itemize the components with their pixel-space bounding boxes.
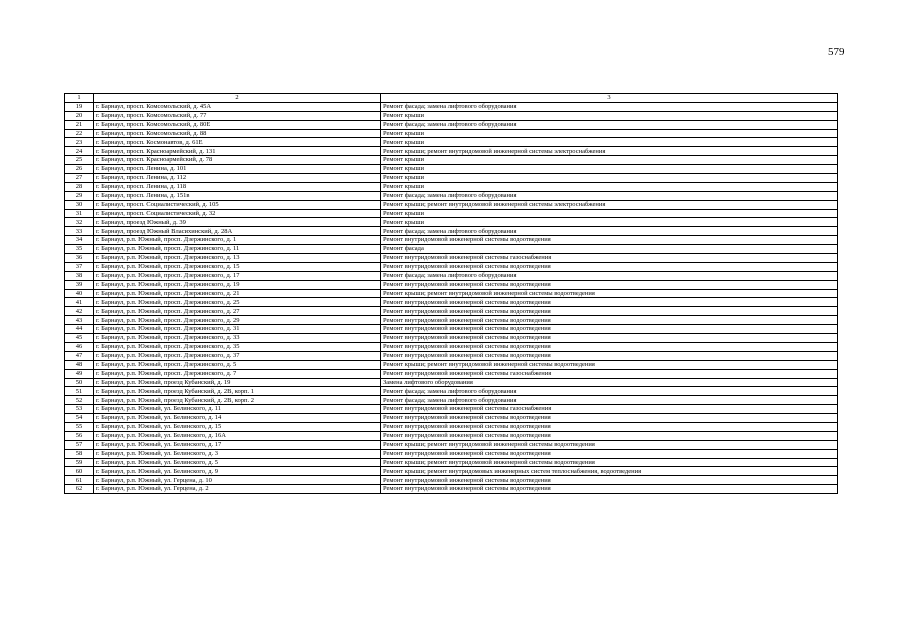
table-row (65, 200, 838, 209)
table-row (65, 360, 838, 369)
header-col-2: 2 (94, 94, 381, 103)
address-cell: г. Барнаул, р.п. Южный, просп. Дзержинского, д. 29 (94, 316, 381, 325)
table-row (65, 102, 838, 111)
row-number: 32 (65, 218, 94, 227)
table-row (65, 405, 838, 414)
row-number: 36 (65, 254, 94, 263)
header-col-3: 3 (381, 94, 838, 103)
address-cell: г. Барнаул, просп. Комсомольский, д. 45А (94, 102, 381, 111)
table-row (65, 165, 838, 174)
address-cell: г. Барнаул, р.п. Южный, просп. Дзержинского, д. 21 (94, 289, 381, 298)
row-number: 56 (65, 431, 94, 440)
table-row (65, 245, 838, 254)
address-cell: г. Барнаул, р.п. Южный, просп. Дзержинского, д. 13 (94, 254, 381, 263)
work-type-cell: Ремонт внутридомовой инженерной системы водоотведения (381, 449, 838, 458)
table-row (65, 316, 838, 325)
work-type-cell: Ремонт крыши; ремонт внутридомовой инженерной системы водоотведения (381, 289, 838, 298)
row-number: 19 (65, 102, 94, 111)
work-type-cell: Ремонт внутридомовой инженерной системы водоотведения (381, 307, 838, 316)
table-row (65, 414, 838, 423)
table-row (65, 262, 838, 271)
table-row (65, 387, 838, 396)
table-row (65, 440, 838, 449)
address-cell: г. Барнаул, р.п. Южный, просп. Дзержинского, д. 31 (94, 325, 381, 334)
table-row (65, 218, 838, 227)
table-row (65, 458, 838, 467)
table-row (65, 271, 838, 280)
row-number: 30 (65, 200, 94, 209)
table-row (65, 236, 838, 245)
address-cell: г. Барнаул, просп. Ленина, д. 118 (94, 182, 381, 191)
work-type-cell: Ремонт крыши (381, 218, 838, 227)
row-number: 45 (65, 334, 94, 343)
address-cell: г. Барнаул, просп. Ленина, д. 151в (94, 191, 381, 200)
table-row (65, 120, 838, 129)
table-row (65, 129, 838, 138)
address-cell: г. Барнаул, просп. Комсомольский, д. 77 (94, 111, 381, 120)
work-type-cell: Ремонт внутридомовой инженерной системы водоотведения (381, 351, 838, 360)
address-cell: г. Барнаул, р.п. Южный, ул. Белинского, д. 11 (94, 405, 381, 414)
row-number: 53 (65, 405, 94, 414)
row-number: 59 (65, 458, 94, 467)
work-type-cell: Ремонт крыши; ремонт внутридомовой инженерной системы электроснабжения (381, 147, 838, 156)
address-cell: г. Барнаул, просп. Комсомольский, д. 80Е (94, 120, 381, 129)
address-cell: г. Барнаул, р.п. Южный, просп. Дзержинского, д. 35 (94, 342, 381, 351)
table-row (65, 254, 838, 263)
table-row (65, 182, 838, 191)
address-cell: г. Барнаул, р.п. Южный, ул. Герцена, д. 10 (94, 476, 381, 485)
table-row (65, 147, 838, 156)
row-number: 37 (65, 262, 94, 271)
address-cell: г. Барнаул, р.п. Южный, ул. Белинского, д. 16А (94, 431, 381, 440)
address-cell: г. Барнаул, р.п. Южный, просп. Дзержинского, д. 17 (94, 271, 381, 280)
table-row (65, 111, 838, 120)
row-number: 26 (65, 165, 94, 174)
table-row (65, 449, 838, 458)
row-number: 48 (65, 360, 94, 369)
address-cell: г. Барнаул, р.п. Южный, просп. Дзержинского, д. 25 (94, 298, 381, 307)
work-type-cell: Замена лифтового оборудования (381, 378, 838, 387)
repair-table (64, 93, 838, 494)
work-type-cell: Ремонт фасада; замена лифтового оборудования (381, 102, 838, 111)
row-number: 39 (65, 280, 94, 289)
address-cell: г. Барнаул, р.п. Южный, проезд Кубанский, д. 19 (94, 378, 381, 387)
table-row (65, 138, 838, 147)
row-number: 34 (65, 236, 94, 245)
work-type-cell: Ремонт внутридомовой инженерной системы газоснабжения (381, 405, 838, 414)
table-row (65, 156, 838, 165)
table-row (65, 467, 838, 476)
work-type-cell: Ремонт фасада; замена лифтового оборудования (381, 396, 838, 405)
row-number: 50 (65, 378, 94, 387)
work-type-cell: Ремонт внутридомовой инженерной системы водоотведения (381, 431, 838, 440)
work-type-cell: Ремонт крыши (381, 209, 838, 218)
row-number: 41 (65, 298, 94, 307)
row-number: 24 (65, 147, 94, 156)
address-cell: г. Барнаул, просп. Космонавтов, д. 61Е (94, 138, 381, 147)
work-type-cell: Ремонт фасада; замена лифтового оборудования (381, 227, 838, 236)
address-cell: г. Барнаул, р.п. Южный, просп. Дзержинского, д. 33 (94, 334, 381, 343)
row-number: 33 (65, 227, 94, 236)
address-cell: г. Барнаул, проезд Южный, д. 39 (94, 218, 381, 227)
table-row (65, 342, 838, 351)
work-type-cell: Ремонт крыши (381, 129, 838, 138)
address-cell: г. Барнаул, р.п. Южный, просп. Дзержинского, д. 19 (94, 280, 381, 289)
row-number: 20 (65, 111, 94, 120)
work-type-cell: Ремонт крыши (381, 165, 838, 174)
address-cell: г. Барнаул, р.п. Южный, просп. Дзержинского, д. 37 (94, 351, 381, 360)
address-cell: г. Барнаул, р.п. Южный, проезд Кубанский, д. 2В, корп. 1 (94, 387, 381, 396)
address-cell: г. Барнаул, проезд Южный Власихинский, д. 28А (94, 227, 381, 236)
row-number: 23 (65, 138, 94, 147)
table-row (65, 325, 838, 334)
work-type-cell: Ремонт крыши (381, 174, 838, 183)
address-cell: г. Барнаул, р.п. Южный, просп. Дзержинского, д. 5 (94, 360, 381, 369)
work-type-cell: Ремонт внутридомовой инженерной системы водоотведения (381, 485, 838, 494)
row-number: 57 (65, 440, 94, 449)
row-number: 62 (65, 485, 94, 494)
table-row (65, 369, 838, 378)
address-cell: г. Барнаул, р.п. Южный, просп. Дзержинского, д. 7 (94, 369, 381, 378)
table-row (65, 431, 838, 440)
row-number: 52 (65, 396, 94, 405)
address-cell: г. Барнаул, р.п. Южный, ул. Белинского, д. 9 (94, 467, 381, 476)
table-row (65, 289, 838, 298)
address-cell: г. Барнаул, просп. Комсомольский, д. 88 (94, 129, 381, 138)
work-type-cell: Ремонт фасада; замена лифтового оборудования (381, 387, 838, 396)
work-type-cell: Ремонт внутридомовой инженерной системы водоотведения (381, 325, 838, 334)
table-row (65, 307, 838, 316)
row-number: 44 (65, 325, 94, 334)
address-cell: г. Барнаул, просп. Красноармейский, д. 131 (94, 147, 381, 156)
row-number: 47 (65, 351, 94, 360)
row-number: 54 (65, 414, 94, 423)
row-number: 51 (65, 387, 94, 396)
work-type-cell: Ремонт внутридомовой инженерной системы водоотведения (381, 236, 838, 245)
work-type-cell: Ремонт крыши (381, 111, 838, 120)
address-cell: г. Барнаул, просп. Ленина, д. 112 (94, 174, 381, 183)
address-cell: г. Барнаул, р.п. Южный, просп. Дзержинского, д. 15 (94, 262, 381, 271)
row-number: 60 (65, 467, 94, 476)
table-row (65, 227, 838, 236)
row-number: 31 (65, 209, 94, 218)
address-cell: г. Барнаул, просп. Ленина, д. 101 (94, 165, 381, 174)
work-type-cell: Ремонт крыши; ремонт внутридомовых инженерных систем теплоснабжения, водоотведения (381, 467, 838, 476)
row-number: 38 (65, 271, 94, 280)
row-number: 29 (65, 191, 94, 200)
address-cell: г. Барнаул, р.п. Южный, просп. Дзержинского, д. 27 (94, 307, 381, 316)
work-type-cell: Ремонт крыши; ремонт внутридомовой инженерной системы водоотведения (381, 440, 838, 449)
address-cell: г. Барнаул, р.п. Южный, ул. Герцена, д. 2 (94, 485, 381, 494)
row-number: 61 (65, 476, 94, 485)
work-type-cell: Ремонт фасада; замена лифтового оборудования (381, 271, 838, 280)
work-type-cell: Ремонт внутридомовой инженерной системы газоснабжения (381, 254, 838, 263)
work-type-cell: Ремонт крыши; ремонт внутридомовой инженерной системы электроснабжения (381, 200, 838, 209)
work-type-cell: Ремонт крыши (381, 156, 838, 165)
table-row (65, 334, 838, 343)
row-number: 21 (65, 120, 94, 129)
address-cell: г. Барнаул, р.п. Южный, ул. Белинского, д. 3 (94, 449, 381, 458)
work-type-cell: Ремонт крыши; ремонт внутридомовой инженерной системы водоотведения (381, 360, 838, 369)
work-type-cell: Ремонт внутридомовой инженерной системы водоотведения (381, 316, 838, 325)
work-type-cell: Ремонт внутридомовой инженерной системы водоотведения (381, 422, 838, 431)
row-number: 58 (65, 449, 94, 458)
work-type-cell: Ремонт внутридомовой инженерной системы водоотведения (381, 334, 838, 343)
row-number: 25 (65, 156, 94, 165)
page-number: 579 (828, 46, 845, 58)
work-type-cell: Ремонт внутридомовой инженерной системы водоотведения (381, 298, 838, 307)
table-row (65, 174, 838, 183)
work-type-cell: Ремонт внутридомовой инженерной системы водоотведения (381, 476, 838, 485)
row-number: 55 (65, 422, 94, 431)
row-number: 46 (65, 342, 94, 351)
address-cell: г. Барнаул, просп. Социалистический, д. 105 (94, 200, 381, 209)
address-cell: г. Барнаул, просп. Социалистический, д. 32 (94, 209, 381, 218)
address-cell: г. Барнаул, р.п. Южный, ул. Белинского, д. 15 (94, 422, 381, 431)
work-type-cell: Ремонт внутридомовой инженерной системы водоотведения (381, 262, 838, 271)
address-cell: г. Барнаул, р.п. Южный, ул. Белинского, д. 17 (94, 440, 381, 449)
work-type-cell: Ремонт фасада; замена лифтового оборудования (381, 191, 838, 200)
address-cell: г. Барнаул, просп. Красноармейский, д. 78 (94, 156, 381, 165)
table-body (65, 94, 838, 494)
work-type-cell: Ремонт крыши (381, 138, 838, 147)
row-number: 35 (65, 245, 94, 254)
table-row (65, 396, 838, 405)
address-cell: г. Барнаул, р.п. Южный, ул. Белинского, д. 5 (94, 458, 381, 467)
work-type-cell: Ремонт крыши; ремонт внутридомовой инженерной системы водоотведения (381, 458, 838, 467)
row-number: 42 (65, 307, 94, 316)
table-row (65, 378, 838, 387)
table-row (65, 280, 838, 289)
table-row (65, 209, 838, 218)
address-cell: г. Барнаул, р.п. Южный, ул. Белинского, д. 14 (94, 414, 381, 423)
table-row (65, 422, 838, 431)
work-type-cell: Ремонт фасада (381, 245, 838, 254)
row-number: 27 (65, 174, 94, 183)
row-number: 22 (65, 129, 94, 138)
work-type-cell: Ремонт внутридомовой инженерной системы водоотведения (381, 280, 838, 289)
header-col-1: 1 (65, 94, 94, 103)
table-header-row (65, 94, 838, 103)
address-cell: г. Барнаул, р.п. Южный, проезд Кубанский, д. 2В, корп. 2 (94, 396, 381, 405)
work-type-cell: Ремонт внутридомовой инженерной системы водоотведения (381, 342, 838, 351)
table-row (65, 191, 838, 200)
row-number: 28 (65, 182, 94, 191)
work-type-cell: Ремонт крыши (381, 182, 838, 191)
address-cell: г. Барнаул, р.п. Южный, просп. Дзержинского, д. 1 (94, 236, 381, 245)
table-row (65, 298, 838, 307)
address-cell: г. Барнаул, р.п. Южный, просп. Дзержинского, д. 11 (94, 245, 381, 254)
row-number: 40 (65, 289, 94, 298)
table-row (65, 485, 838, 494)
work-type-cell: Ремонт внутридомовой инженерной системы газоснабжения (381, 369, 838, 378)
work-type-cell: Ремонт фасада; замена лифтового оборудования (381, 120, 838, 129)
work-type-cell: Ремонт внутридомовой инженерной системы водоотведения (381, 414, 838, 423)
table-row (65, 476, 838, 485)
row-number: 43 (65, 316, 94, 325)
row-number: 49 (65, 369, 94, 378)
table-row (65, 351, 838, 360)
